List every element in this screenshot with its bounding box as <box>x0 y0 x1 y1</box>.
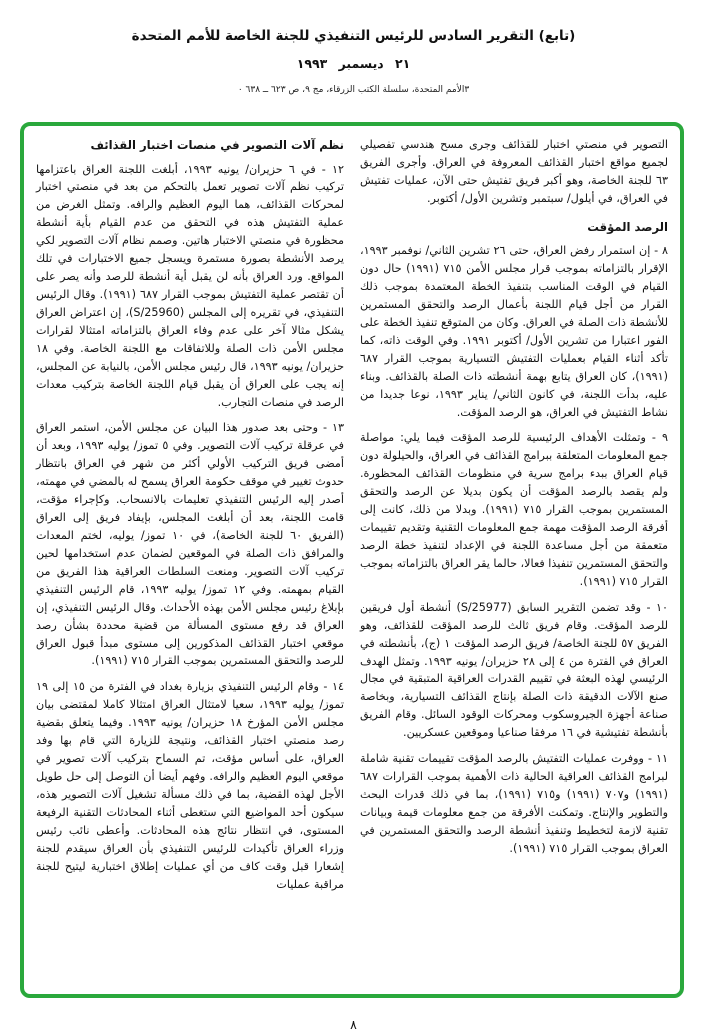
report-title: (تابع) التقرير السادس للرئيس التنفيذي للجنة الخاصة للأمم المتحدة <box>131 28 576 44</box>
paragraph-8: ٨ - إن استمرار رفض العراق، حتى ٢٦ تشرين الثاني/ نوفمبر ١٩٩٣، الإقرار بالتزاماته بموجب قرار مجلس الأمن ٧١٥ (١٩٩١) حال دون القيام في الوقت المناسب بتنفيذ الخطة المعتمدة بموجب ذلك القرار من أجل قيام اللجنة بأعمال الرصد والتحقق المستمرين للأنشطة ذات الصلة في العراق. وكان من المتوقع تنفيذ الخطة على الفور اعتبارا من تشرين الأول/ أكتوبر ١٩٩١. وفي الوقت ذاته، كما تأكد أثناء القيام بعمليات التفتيش التسيارية بموجب القرار ٦٨٧ (١٩٩١)، كان العراق يتابع بهمة أنشطته ذات الصلة بالقذائف. وبناء عليه، بدأت اللجنة، في كانون الثاني/ يناير ١٩٩٣، نوعا جديدا من نشاط التفتيش في العراق، هو الرصد المؤقت. <box>360 244 669 419</box>
lead-paragraph: التصوير في منصتي اختبار للقذائف وجرى مسح هندسي تفصيلي لجميع مواقع اختبار القذائف المعروفة في العراق. وأجرى الفريق ٦٣ للجنة الخاصة، وهو أكبر فريق تفتيش حتى الآن، عمليات تفتيش في العراق، في أيلول/ سبتمبر وتشرين الأول/ أكتوبر. <box>360 138 668 205</box>
column-left <box>36 136 344 984</box>
paragraph-12: ١٢ - في ٦ حزيران/ يونيه ١٩٩٣، أبلغت اللجنة العراق باعتزامها تركيب نظم آلات تصوير تعمل بالتحكم من بعد في منصتي اختبار لمحركات القذائف، هما اليوم العظيم والرافه. وتمثل الغرض من عملية التفتيش هذه في التحقق من عدم القيام بأية أنشطة محظورة في منصتي الاختبار هاتين. وصمم نظام آلات التصوير لكي يرصد الأنشطة بصورة مستمرة ويسجل جميع الاختبارات في تلك المواقع. ورد العراق بأنه لن يقبل أية أنشطة للرصد وأنه يصر على أن تقتصر عملية التفتيش بموجب القرار ٦٨٧ (١٩٩١). وقال الرئيس التنفيذي، في تقريره إلى المجلس (S/25960)، إن اعتراض العراق يشكل مثالا آخر على عدم وفاء العراق بالتزاماته امتثالا لقرارات مجلس الأمن ذات الصلة وللاتفاقات مع اللجنة الخاصة. وفي ١٨ حزيران/ يونيه ١٩٩٣، قال رئيس مجلس الأمن، بالنيابة عن المجلس، إنه يجب على العراق أن يقبل قيام اللجنة الخاصة بتركيب معدات الرصد في منصات التجارب. <box>36 162 344 409</box>
paragraph-14: ١٤ - وقام الرئيس التنفيذي بزيارة بغداد في الفترة من ١٥ إلى ١٩ تموز/ يوليه ١٩٩٣، سعيا لامتثال العراق امتثالا كاملا لمقتضى بيان مجلس الأمن المؤرخ ١٨ حزيران/ يونيه ١٩٩٣. وفيما يتعلق بقضية رصد منصتي اختبار القذائف، ونتيجة للزيارة التي قام بها وفد العراق، على أساس مؤقت، تم السماح بتركيب آلات تصوير في موقعي اليوم العظيم والرافه. وفهم أيضا أن التوصل إلى حل طويل الأجل لهذه القضية، بما في ذلك مسألة تشغيل آلات التصوير هذه، سيكون أحد المواضيع التي ستغطى أثناء المحادثات التقنية الرفيعة المستوى، في انتظار نتائج هذه المحادثات. وأعطى نائب رئيس وزراء العراق تأكيدات للرئيس التنفيذي بأن العراق سيقدم للجنة إشعارا قبل وقت كاف من أي عمليات إطلاق اختبارية ليتيح للجنة مراقبة عمليات <box>36 680 344 891</box>
column-right <box>360 136 668 984</box>
paragraph-13: ١٣ - وحتى بعد صدور هذا البيان عن مجلس الأمن، استمر العراق في عرقلة تركيب آلات التصوير. وفي ٥ تموز/ يوليه ١٩٩٣، وبعد أن أمضى فريق التركيب الأولي أكثر من شهر في العراق بانتظار حدوث تغيير في موقف حكومة العراق يسمح له بالمضي في مهمته، أصدر إليه الرئيس التنفيذي تعليمات بالانسحاب. وكإجراء مؤقت، قامت اللجنة، بعد أن أبلغت المجلس، بإيفاد فريق إلى العراق (الفريق ٦٠ للجنة الخاصة)، في ١٠ تموز/ يوليه، لختم المعدات والمرافق ذات الصلة في الموقعين لضمان عدم استخدامها لحين تركيب آلات التصوير. ومنعت السلطات العراقية هذا الفريق من القيام بمهمته. وفي ١٢ تموز/ يوليه ١٩٩٣، قام الرئيس التنفيذي بإبلاغ رئيس مجلس الأمن بهذه الأحداث. وقال الرئيس التنفيذي، إن العراق قد رفع مستوى المسألة من قضية محددة بشأن رصد موقعي اختبار القذائف المذكورين إلى مستوى مبدأ قبول العراق للرصد والتحقق المستمرين بموجب القرار ٧١٥ (١٩٩١). <box>36 421 345 668</box>
paragraph-11: ١١ - ووفرت عمليات التفتيش بالرصد المؤقت تقييمات تقنية شاملة لبرامج القذائف العراقية الحالية ذات الأهمية بموجب القرارات ٦٨٧ (١٩٩١) و٧٠٧ (١٩٩١) و٧١٥ (١٩٩١)، بما في ذلك قدرات البحث والتطوير والإنتاج. وتمكنت الأفرقة من جمع معلومات قيمة وبيانات تقنية لازمة لتخطيط وتنفيذ أنشطة الرصد والتحقق المستمرين في العراق بموجب القرار ٧١٥ (١٩٩١). <box>360 752 669 855</box>
section-heading-camera-systems: نظم آلات التصوير في منصات اختبار القذائف <box>90 138 344 152</box>
source-footnote: ٣الأمم المتحدة، سلسلة الكتب الزرقاء، مج ٩، ص ٦٢٣ ــ ٦٣٨ ٠ <box>237 85 470 96</box>
report-date: ٢١ ديسمبر ١٩٩٣ <box>296 56 411 72</box>
page-header <box>0 0 707 95</box>
paragraph-9: ٩ - وتمثلت الأهداف الرئيسية للرصد المؤقت فيما يلي: مواصلة جمع المعلومات المتعلقة ببرامج القذائف في العراق، والحيلولة دون قيام العراق ببدء برامج سرية في منظومات القذائف المحظورة. ولم يقصد بالرصد المؤقت أن يكون بديلا عن الرصد والتحقق المستمرين بموجب القرار ٧١٥ (١٩٩١). وبدلا من ذلك، كانت إلى أفرقة الرصد المؤقت مهمة جمع المعلومات التقنية وتقديم تقييمات متعمقة من أجل مساعدة اللجنة في الإعداد لتنفيذ خطة الرصد والتحقق المستمرين تنفيذا فعالا، حالما يقر العراق بالتزاماته بموجب القرار ٧١٥ (١٩٩١). <box>359 431 669 588</box>
content-frame <box>20 122 684 998</box>
paragraph-10: ١٠ - وقد تضمن التقرير السابق (S/25977) أنشطة أول فريقين للرصد المؤقت. وقام فريق ثالث للرصد المؤقت للقذائف، وهو الفريق ٥٧ للجنة الخاصة/ فريق الرصد المؤقت ١ (ج)، بأنشطته في العراق في الفترة من ٤ إلى ٢٨ حزيران/ يونيه ١٩٩٣. وتمثل الهدف الرئيسي لهذه البعثة في تقييم القدرات العراقية المتبقية في مجال صنع الآلات الدقيقة ذات الصلة بإنتاج القذائف التسيارية، وبخاصة صناعة أجهزة الجيروسكوب ومحركات الوقود السائل. وقام الفريق بأنشطة تفتيشية في ١٦ مرفقا صناعيا وموقعين عسكريين. <box>360 600 668 740</box>
two-column-text <box>36 136 668 984</box>
page-number: ٨ <box>350 1017 357 1032</box>
section-heading-interim-monitoring: الرصد المؤقت <box>587 219 668 234</box>
